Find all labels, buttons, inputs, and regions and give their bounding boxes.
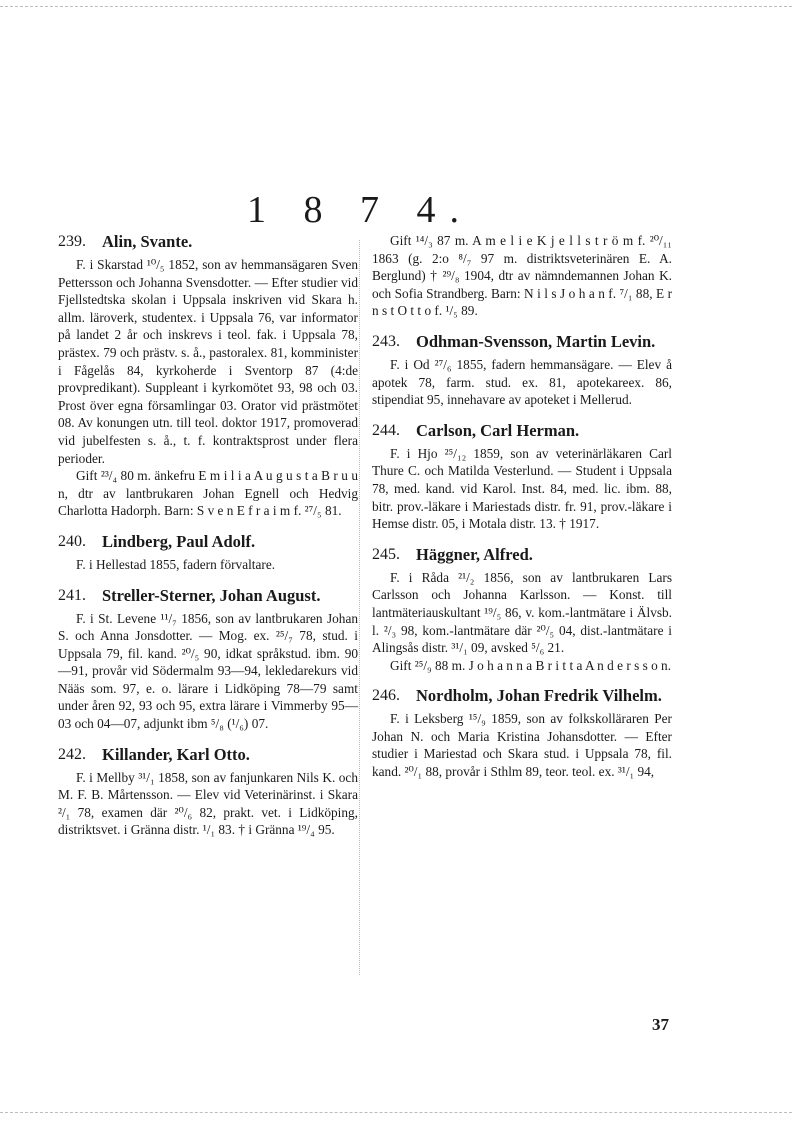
entry-heading xyxy=(372,421,672,440)
year-heading: 1 8 7 4. xyxy=(247,189,473,231)
entry-number: 245. xyxy=(372,545,400,563)
biography-entry xyxy=(372,332,672,409)
entry-heading xyxy=(372,332,672,351)
biography-entry xyxy=(372,421,672,533)
continued-entry xyxy=(372,232,672,320)
biography-entry xyxy=(372,686,672,780)
entry-number: 243. xyxy=(372,332,400,350)
entry-name: Odhman-Svensson, Martin Levin. xyxy=(416,331,656,351)
entry-name: Alin, Svante. xyxy=(102,232,193,251)
entry-name: Nordholm, Johan Fredrik Vilhelm. xyxy=(416,686,662,706)
right-column xyxy=(372,232,672,793)
entry-heading xyxy=(58,586,358,605)
entry-paragraph: F. i Leksberg ¹⁵/₉ 1859, son av folkskolläraren Per Johan N. och Maria Kristina Johansdotter. — Efter studier i Mariestad och Skara stud. i Uppsala 78, fil. kand. ²⁰/₁ 88, provår i Sthlm 89, teor. teol. ex. ³¹/₁ 94, xyxy=(372,711,672,780)
entry-number: 244. xyxy=(372,421,400,439)
entry-heading xyxy=(372,545,672,564)
entry-paragraph: F. i St. Levene ¹¹/₇ 1856, son av lantbrukaren Johan S. och Anna Jonsdotter. — Mog. ex. ²⁵/₇ 78, stud. i Uppsala 79, fil. kand. ²⁰/₅ 90, idkat språkstud. ibm. 90—91, provår vid Södermalm 93—94, lekledarekurs vid Nääs som. 97, e. o. lärare i Lidköping 78—79 samt under åren 92, 93 och 95, extra lärare i Vimmerby 95—03 och 04—07, adjunkt ibm ⁵/₈ (¹/₆) 07. xyxy=(58,610,358,732)
entry-paragraph: Gift ²³/₄ 80 m. änkefru E m i l i a A u g u s t a B r u u n, dtr av lantbrukaren Johan Egnell och Hedvig Charlotta Hadorph. Barn: S v e n E f r a i m f. ²⁷/₅ 81. xyxy=(58,468,358,519)
entry-paragraph: F. i Skarstad ¹⁰/₅ 1852, son av hemmansägaren Sven Pettersson och Johanna Svensdotter. — Efter studier vid Fjellstedtska skolan i Uppsala inskriven vid Skara h. allm. läroverk, studentex. i Uppsala 76, var informator på landet 2 år och inskrevs i teol. fak. i Uppsala 78, prästex. 79 och prästv. s. å., pastoralex. 81, komminister i Fågelås 84, kyrkoherde i Sventorp 87 (4:de provpredikant). Suppleant i kyrkomötet 93, 98 och 03. Prost över egna församlingar 03. Orator vid prästmötet 08. Av konungen utn. till teol. doktor 1917, promoverad vid jubelfesten s. å., t. f. kontraktsprost under flera perioder. xyxy=(58,257,358,466)
entry-number: 239. xyxy=(58,233,86,250)
biography-entry xyxy=(58,745,358,839)
entry-paragraph: F. i Råda ²¹/₂ 1856, son av lantbrukaren Lars Carlsson och Johanna Karlsson. — Konst. till lantmäteriauskultant ¹⁹/₅ 86, v. kom.-lantmätare i Älvsb. l. ²/₃ 98, kom.-lantmätare där ²⁰/₅ 04, dist.-lantmätare i Alingsås distr. ³¹/₁ 09, avsked ⁵/₆ 21. xyxy=(372,569,672,656)
entry-name: Streller-Sterner, Johan August. xyxy=(102,585,321,605)
biography-entry xyxy=(58,586,358,733)
column-divider xyxy=(359,240,360,975)
entry-heading xyxy=(58,745,358,764)
entry-number: 241. xyxy=(58,586,86,604)
biography-entry xyxy=(58,532,358,574)
entry-paragraph: Gift ¹⁴/₃ 87 m. A m e l i e K j e l l s t r ö m f. ²⁰/₁₁ 1863 (g. 2:o ⁸/₇ 97 m. distriktsveterinären E. A. Berglund) † ²⁹/₈ 1904, dtr av nämndemannen Johan K. och Sofia Strandberg. Barn: N i l s J o h a n f. ⁷/₁ 88, E r n s t O t t o f. ¹/₅ 89. xyxy=(372,233,672,319)
entry-paragraph: F. i Od ²⁷/₆ 1855, fadern hemmansägare. — Elev å apotek 78, farm. stud. ex. 81, apotekareex. 86, stipendiat 95, innehavare av apoteket i Mellerud. xyxy=(372,356,672,408)
entry-number: 242. xyxy=(58,745,86,763)
left-column xyxy=(58,232,358,851)
entry-name: Lindberg, Paul Adolf. xyxy=(102,531,256,551)
biography-entry xyxy=(58,232,358,520)
entry-heading xyxy=(372,686,672,705)
entry-paragraph: Gift ²⁵/₉ 88 m. J o h a n n a B r i t t a A n d e r s s o n. xyxy=(390,657,672,673)
entry-paragraph: F. i Hellestad 1855, fadern förvaltare. xyxy=(76,556,276,572)
entry-paragraph: F. i Hjo ²⁵/₁₂ 1859, son av veterinärläkaren Carl Thure C. och Matilda Vesterlund. — Student i Uppsala 78, med. kand. vid Karol. Inst. 84, med. lic. ibm. 88, bitr. prov.-läkare i Mariestads distr. fr. 91, prov.-läkare i Hemse distr. 05, i Motala distr. 13. † 1917. xyxy=(372,445,672,532)
entry-paragraph: F. i Mellby ³¹/₁ 1858, son av fanjunkaren Nils K. och M. F. B. Mårtensson. — Elev vid Veterinärinst. i Skara ²/₁ 78, examen där ²⁰/₆ 82, prakt. vet. i Lidköping, distriktsvet. i Gränna distr. ¹/₁ 83. † i Gränna ¹⁹/₄ 95. xyxy=(58,769,358,838)
entry-heading xyxy=(58,232,358,251)
entry-heading xyxy=(58,532,358,551)
scan-edge-bottom xyxy=(0,1112,792,1113)
biography-entry xyxy=(372,545,672,675)
scan-edge-top xyxy=(0,6,792,7)
entry-name: Killander, Karl Otto. xyxy=(102,744,250,764)
entry-number: 240. xyxy=(58,532,86,550)
entry-number: 246. xyxy=(372,687,400,705)
page-number: 37 xyxy=(652,1015,669,1034)
entry-name: Carlson, Carl Herman. xyxy=(416,420,580,440)
entry-name: Häggner, Alfred. xyxy=(416,544,533,564)
